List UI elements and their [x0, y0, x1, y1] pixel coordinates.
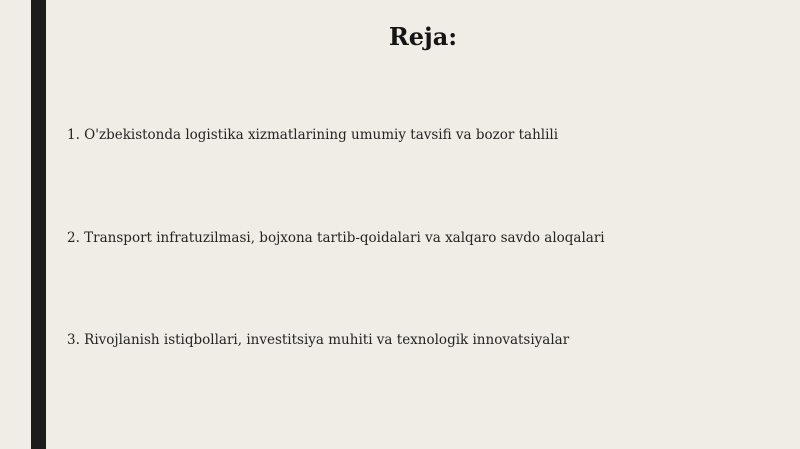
plan-item-1: 1. O'zbekistonda logistika xizmatlarining umumiy tavsifi va bozor tahlili — [67, 127, 559, 143]
plan-item-2: 2. Transport infratuzilmasi, bojxona tartib-qoidalari va xalqaro savdo aloqalari — [67, 230, 605, 246]
slide-title: Reja: — [388, 22, 458, 51]
left-accent-bar — [31, 0, 46, 449]
plan-item-3: 3. Rivojlanish istiqbollari, investitsiya muhiti va texnologik innovatsiyalar — [67, 332, 570, 348]
